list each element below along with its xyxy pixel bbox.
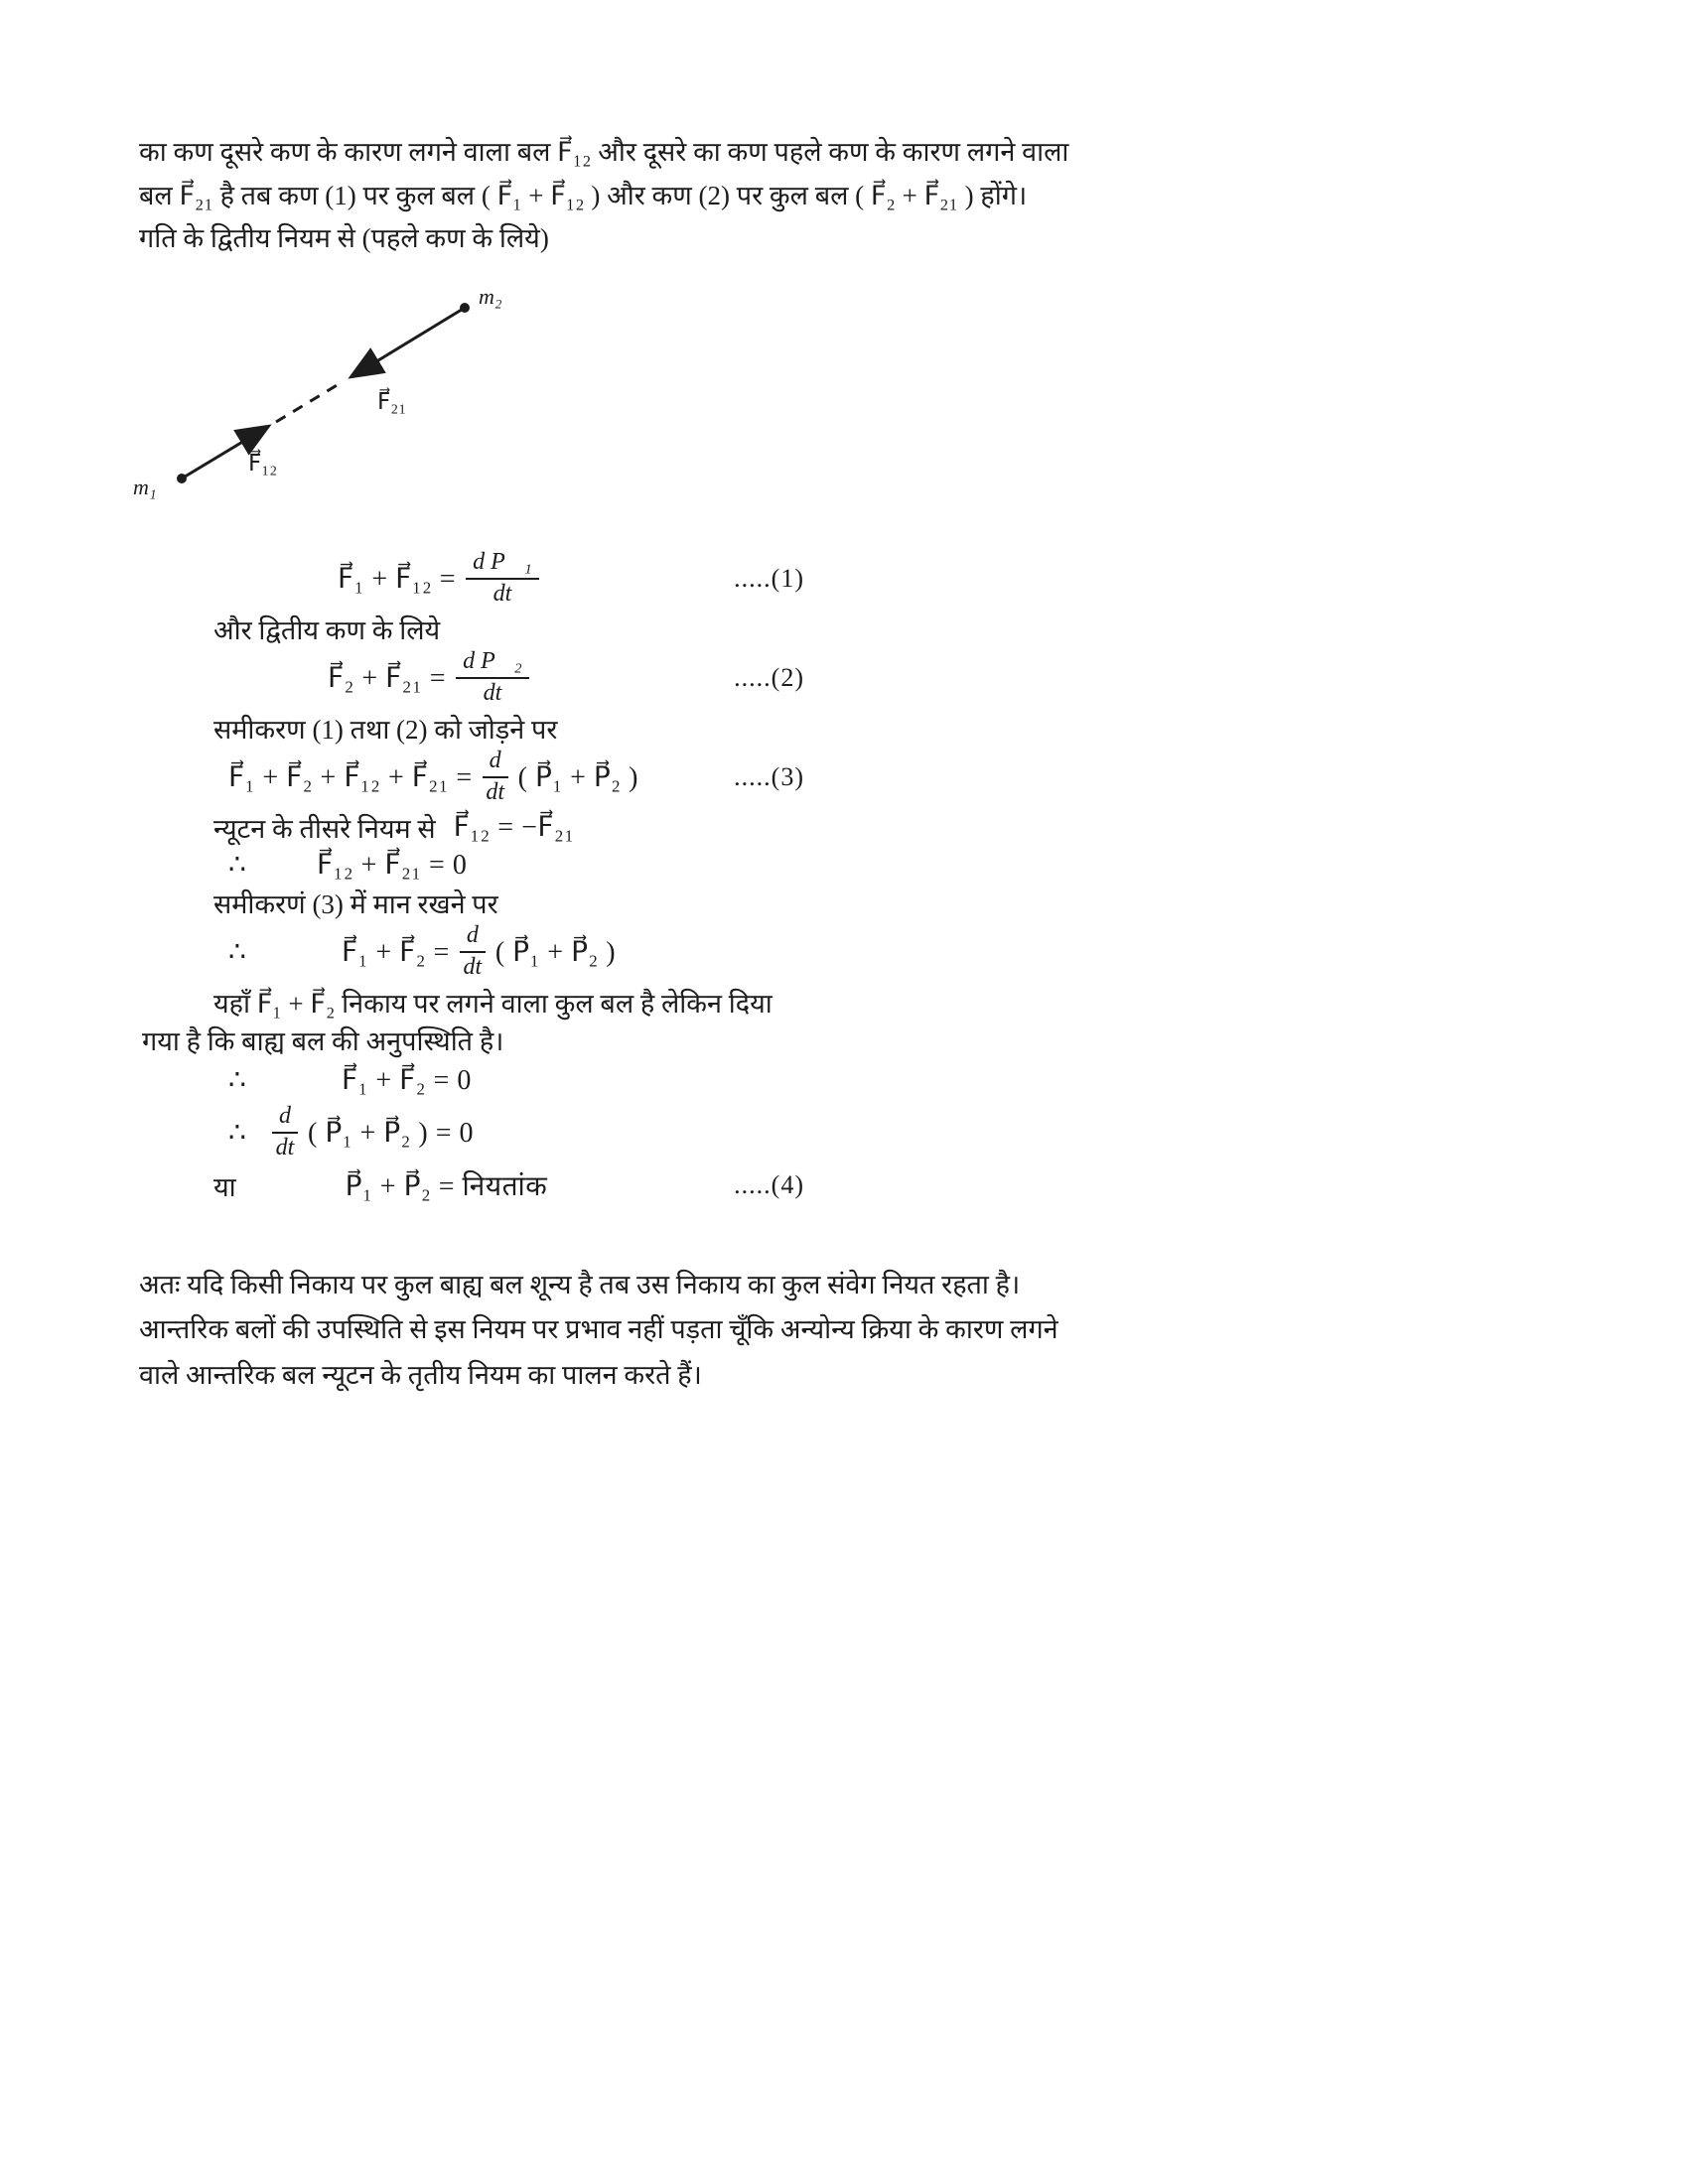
derivation-block [142, 548, 804, 1207]
equation-3-lhs: F⃗₁ + F⃗₂ + F⃗₁₂ + F⃗₂₁ = [228, 762, 473, 793]
intro-paragraph [139, 131, 1092, 261]
newton-third-law-math: F⃗₁₂ = −F⃗₂₁ [453, 812, 575, 843]
equation-4-rhs: ( P⃗₁ + P⃗₂ ) [494, 937, 617, 968]
therefore-line-1 [213, 846, 804, 884]
intro-line-2: बल F⃗₂₁ है तब कण (1) पर कुल बल ( F⃗₁ + F⃗₁₂ ) और कण (2) पर कुल बल ( F⃗₂ + F⃗₂₁ ) होंगे। [139, 180, 1028, 210]
therefore-symbol: ∴ [228, 1118, 246, 1149]
fraction-denominator: dt [463, 954, 483, 980]
derivation-text-4 [213, 884, 804, 921]
therefore-1-math: F⃗₁₂ + F⃗₂₁ = 0 [317, 850, 468, 881]
equation-3 [213, 747, 804, 808]
equation-4-lhs: F⃗₁ + F⃗₂ = [342, 937, 450, 968]
equation-5 [213, 1102, 804, 1163]
text-line: यहाँ F⃗₁ + F⃗₂ निकाय पर लगने वाला कुल बल है लेकिन दिया [213, 988, 773, 1019]
fraction-numerator: d [460, 922, 486, 953]
derivation-text-5b [142, 1021, 804, 1058]
equation-3-number: .....(3) [734, 762, 804, 791]
conclusion-line-1: अतः यदि किसी निकाय पर कुल बाह्य बल शून्य है तब उस निकाय का कुल संवेग नियत रहता है। [139, 1270, 1021, 1299]
fraction-denominator: dt [483, 680, 502, 706]
text-line: समीकरणं (3) में मान रखने पर [213, 888, 498, 919]
equation-5-fraction [272, 1103, 298, 1161]
fraction-numerator: d [483, 748, 508, 778]
force-21-label: F⃗₂₁ [377, 389, 407, 414]
fraction-denominator: dt [275, 1135, 295, 1160]
intro-line-1: का कण दूसरे कण के कारण लगने वाला बल F⃗₁₂ और दूसरे का कण पहले कण के कारण लगने वाला [139, 137, 1069, 167]
text-line: और द्वितीय कण के लिये [213, 614, 441, 645]
equation-6-prefix: या [213, 1171, 236, 1202]
equation-6-number: .....(4) [734, 1170, 804, 1199]
conclusion-line-2: आन्तरिक बलों की उपस्थिति से इस नियम पर प्रभाव नहीं पड़ता चूँकि अन्योन्य क्रिया के कारण लगने [139, 1314, 1058, 1345]
text-line: न्यूटन के तीसरे नियम से [213, 813, 436, 844]
equation-1 [213, 548, 804, 610]
equation-2-number: .....(2) [734, 663, 804, 692]
dashed-connector [276, 381, 344, 422]
two-particle-force-diagram [117, 280, 584, 523]
fraction-numerator: d [272, 1103, 298, 1134]
derivation-text-2 [213, 709, 804, 747]
therefore-2-math: F⃗₁ + F⃗₂ = 0 [342, 1065, 472, 1096]
force-21-arrow [355, 308, 465, 374]
fraction-numerator: d P⃗₂ [456, 648, 529, 679]
equation-3-fraction [483, 748, 508, 806]
equation-2 [213, 647, 804, 709]
therefore-symbol: ∴ [228, 850, 246, 881]
mass-2-label: m₂ [479, 284, 502, 309]
derivation-text-5a [213, 983, 804, 1021]
derivation-text-1 [213, 610, 804, 647]
equation-4-fraction [460, 922, 486, 981]
equation-3-rhs: ( P⃗₁ + P⃗₂ ) [517, 762, 638, 793]
mass-1-label: m₁ [133, 475, 157, 499]
equation-1-number: .....(1) [734, 564, 804, 593]
fraction-numerator: d P⃗₁ [466, 549, 539, 580]
text-line: समीकरण (1) तथा (2) को जोड़ने पर [213, 714, 558, 745]
fraction-denominator: dt [492, 581, 512, 607]
equation-1-fraction [466, 549, 539, 608]
intro-line-3: गति के द्वितीय नियम से (पहले कण के लिये) [139, 223, 549, 254]
equation-2-fraction [456, 648, 529, 707]
equation-6 [213, 1163, 804, 1207]
therefore-symbol: ∴ [228, 937, 246, 968]
equation-5-rhs: ( P⃗₁ + P⃗₂ ) = 0 [308, 1118, 475, 1149]
newton-third-law-line [213, 808, 804, 846]
conclusion-line-3: वाले आन्तरिक बल न्यूटन के तृतीय नियम का पालन करते हैं। [139, 1359, 702, 1390]
force-12-label: F⃗₁₂ [248, 451, 278, 476]
text-line: गया है कि बाह्य बल की अनुपस्थिति है। [142, 1025, 504, 1056]
therefore-line-2 [213, 1058, 804, 1102]
equation-2-lhs: F⃗₂ + F⃗₂₁ = [328, 663, 447, 694]
therefore-symbol: ∴ [228, 1065, 246, 1096]
equation-6-math: P⃗₁ + P⃗₂ = नियतांक [345, 1171, 548, 1202]
equation-4 [213, 921, 804, 983]
conclusion-paragraph [139, 1263, 1192, 1398]
fraction-denominator: dt [486, 779, 504, 805]
equation-1-lhs: F⃗₁ + F⃗₁₂ = [338, 564, 457, 595]
